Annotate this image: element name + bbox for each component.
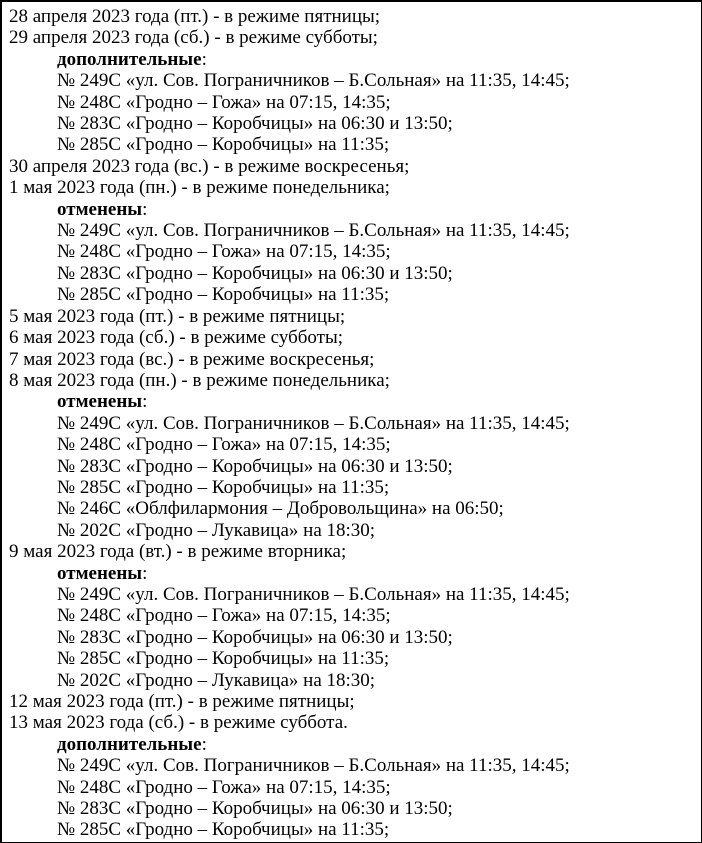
route-item: № 249С «ул. Сов. Пограничников – Б.Сольная» на 11:35, 14:45; <box>57 412 570 434</box>
date-line: 29 апреля 2023 года (сб.) - в режиме субботы; <box>9 27 378 49</box>
section-header: дополнительные: <box>57 733 207 755</box>
date-line: 9 мая 2023 года (вт.) - в режиме вторника; <box>9 541 347 563</box>
route-item: № 202С «Гродно – Лукавица» на 18:30; <box>57 519 376 541</box>
section-header-label: отменены <box>57 562 143 584</box>
route-item: № 248С «Гродно – Гожа» на 07:15, 14:35; <box>57 776 391 798</box>
route-item: № 202С «Гродно – Лукавица» на 18:30; <box>57 669 376 691</box>
route-item: № 249С «ул. Сов. Пограничников – Б.Сольная» на 11:35, 14:45; <box>57 70 570 92</box>
route-item: № 246С «Облфилармония – Добровольщина» на 06:50; <box>57 498 504 520</box>
section-header: отменены: <box>57 198 148 220</box>
section-header-label: отменены <box>57 391 143 413</box>
section-header: отменены: <box>57 562 148 584</box>
date-line: 8 мая 2023 года (пн.) - в режиме понедельника; <box>9 369 390 391</box>
date-line: 12 мая 2023 года (пт.) - в режиме пятницы; <box>9 691 355 712</box>
date-line: 7 мая 2023 года (вс.) - в режиме воскресенья; <box>9 348 375 370</box>
route-item: № 285С «Гродно – Коробчицы» на 11:35; <box>57 134 390 156</box>
route-item: № 285С «Гродно – Коробчицы» на 11:35; <box>57 648 390 670</box>
date-line: 1 мая 2023 года (пн.) - в режиме понедельника; <box>9 177 390 199</box>
section-header-label: дополнительные <box>57 733 202 755</box>
route-item: № 283С «Гродно – Коробчицы» на 06:30 и 13:50; <box>57 626 453 648</box>
route-item: № 248С «Гродно – Гожа» на 07:15, 14:35; <box>57 91 391 113</box>
route-item: № 285С «Гродно – Коробчицы» на 11:35; <box>57 819 390 841</box>
route-item: № 249С «ул. Сов. Пограничников – Б.Сольная» на 11:35, 14:45; <box>57 583 570 605</box>
route-item: № 283С «Гродно – Коробчицы» на 06:30 и 13:50; <box>57 113 453 135</box>
section-header-label: отменены <box>57 198 143 220</box>
section-header-label: дополнительные <box>57 48 202 70</box>
date-line: 30 апреля 2023 года (вс.) - в режиме воскресенья; <box>9 155 410 177</box>
section-header: дополнительные: <box>57 48 207 70</box>
section-header: отменены: <box>57 391 148 413</box>
route-item: № 249С «ул. Сов. Пограничников – Б.Сольная» на 11:35, 14:45; <box>57 755 570 777</box>
route-item: № 248С «Гродно – Гожа» на 07:15, 14:35; <box>57 605 391 627</box>
route-item: № 283С «Гродно – Коробчицы» на 06:30 и 13:50; <box>57 798 453 820</box>
route-item: № 283С «Гродно – Коробчицы» на 06:30 и 13:50; <box>57 262 453 284</box>
route-item: № 283С «Гродно – Коробчицы» на 06:30 и 13:50; <box>57 455 453 477</box>
route-item: № 248С «Гродно – Гожа» на 07:15, 14:35; <box>57 434 391 456</box>
date-line: 28 апреля 2023 года (пт.) - в режиме пятницы; <box>9 6 381 27</box>
date-line: 6 мая 2023 года (сб.) - в режиме субботы; <box>9 327 344 349</box>
date-line: 13 мая 2023 года (сб.) - в режиме суббота. <box>9 712 348 734</box>
date-line: 5 мая 2023 года (пт.) - в режиме пятницы; <box>9 305 346 327</box>
route-item: № 249С «ул. Сов. Пограничников – Б.Сольная» на 11:35, 14:45; <box>57 220 570 242</box>
route-item: № 285С «Гродно – Коробчицы» на 11:35; <box>57 284 390 306</box>
route-item: № 285С «Гродно – Коробчицы» на 11:35; <box>57 476 390 498</box>
route-item: № 248С «Гродно – Гожа» на 07:15, 14:35; <box>57 241 391 263</box>
